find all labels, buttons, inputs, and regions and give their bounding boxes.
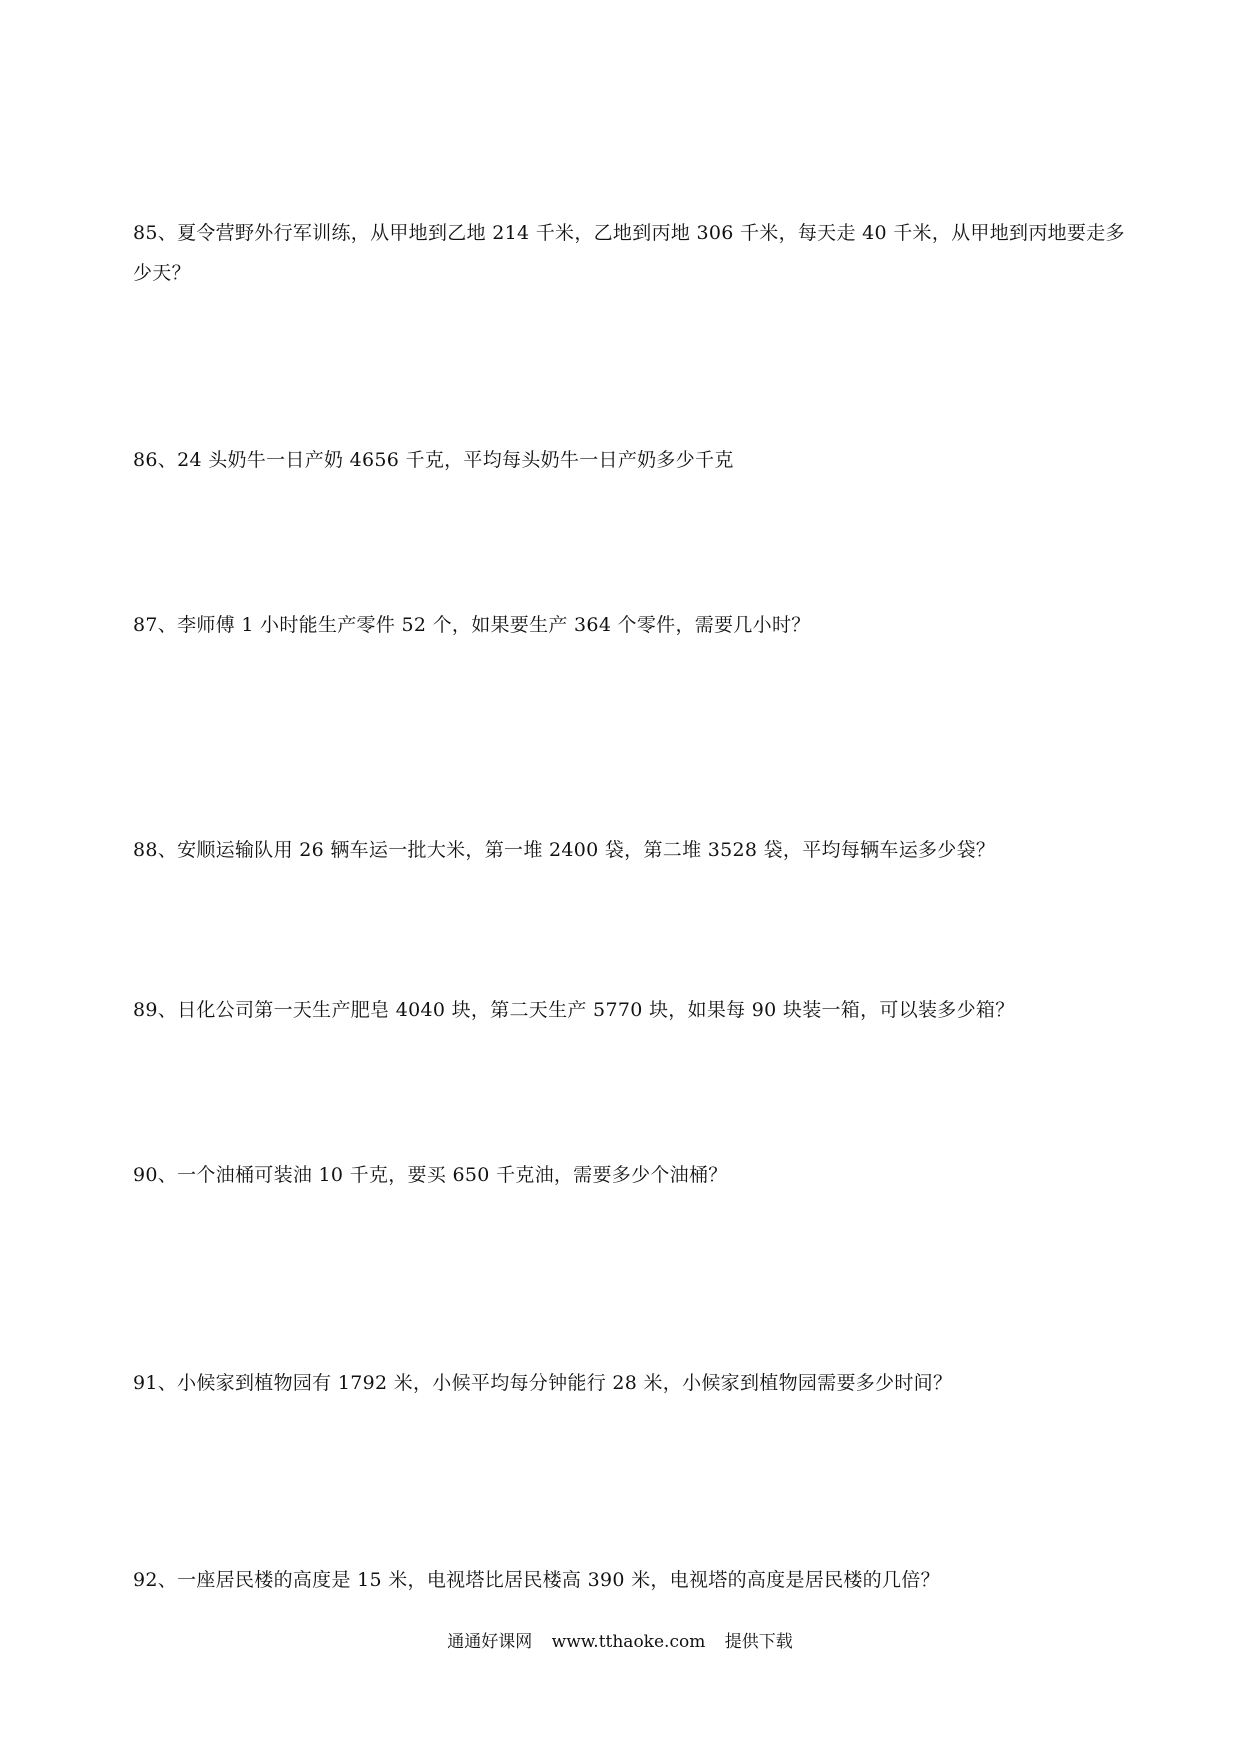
question-85: 85、夏令营野外行军训练，从甲地到乙地 214 千米，乙地到丙地 306 千米，每天走 40 千米，从甲地到丙地要走多少天？: [133, 222, 1125, 284]
question-91: 91、小候家到植物园有 1792 米，小候平均每分钟能行 28 米，小候家到植物园需要多少时间？: [133, 1372, 953, 1394]
question-88: 88、安顺运输队用 26 辆车运一批大米，第一堆 2400 袋，第二堆 3528 袋，平均每辆车运多少袋？: [133, 839, 996, 861]
question-89: 89、日化公司第一天生产肥皂 4040 块，第二天生产 5770 块，如果每 90 块装一箱，可以装多少箱？: [133, 999, 1015, 1021]
footer-url: www.tthaoke.com: [551, 1632, 706, 1652]
question-87: 87、李师傅 1 小时能生产零件 52 个，如果要生产 364 个零件，需要几小时？: [133, 614, 811, 636]
footer-note: 提供下载: [724, 1632, 793, 1652]
question-90: 90、一个油桶可装油 10 千克，要买 650 千克油，需要多少个油桶？: [133, 1164, 728, 1186]
footer-site-name: 通通好课网: [447, 1632, 533, 1652]
page-footer: [0, 1628, 1240, 1656]
question-92: 92、一座居民楼的高度是 15 米，电视塔比居民楼高 390 米，电视塔的高度是居民楼的几倍？: [133, 1569, 940, 1591]
question-86: 86、24 头奶牛一日产奶 4656 千克，平均每头奶牛一日产奶多少千克: [133, 449, 734, 471]
